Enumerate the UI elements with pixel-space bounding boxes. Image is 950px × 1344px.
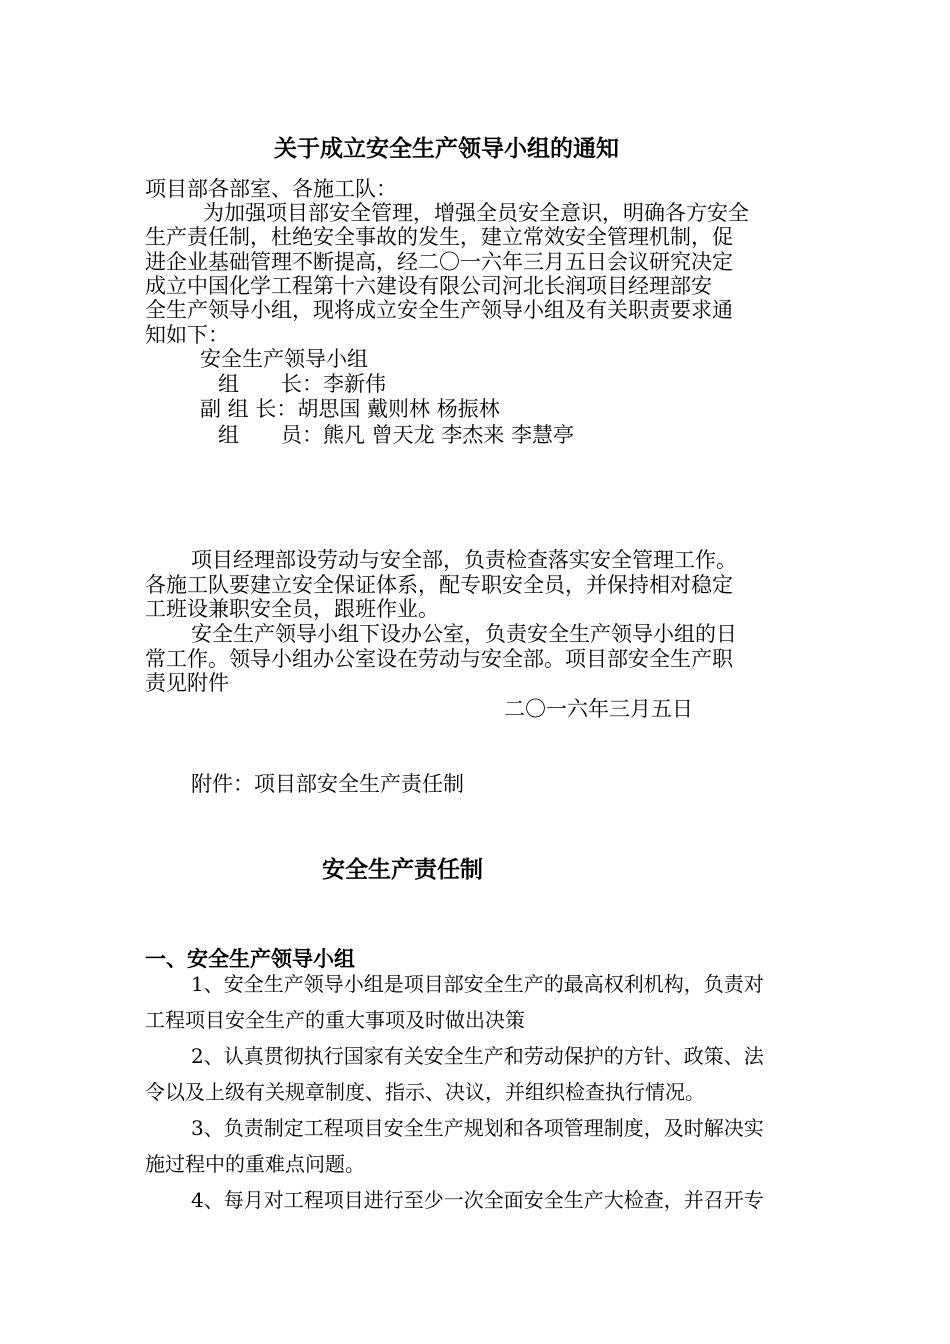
members-names: 熊凡 曾天龙 李杰来 李慧亭 <box>323 423 575 447</box>
list-item-line: 3、负责制定工程项目安全生产规划和各项管理制度，及时解决实 <box>191 1116 764 1140</box>
notice-body-line: 成立中国化学工程第十六建设有限公司河北长润项目经理部安 <box>145 274 712 298</box>
list-item-line: 施过程中的重难点问题。 <box>145 1152 365 1176</box>
list-item-line: 工程项目安全生产的重大事项及时做出决策 <box>145 1008 525 1032</box>
addressee: 项目部各部室、各施工队： <box>145 177 397 201</box>
members-row <box>218 423 574 447</box>
section-heading: 一、安全生产领导小组 <box>145 947 355 971</box>
leader-row <box>218 372 386 396</box>
paragraph-line: 安全生产领导小组下设办公室，负责安全生产领导小组的日 <box>191 622 737 646</box>
paragraph-line: 项目经理部设劳动与安全部，负责检查落实安全管理工作。 <box>191 548 737 572</box>
notice-date: 二〇一六年三月五日 <box>504 697 693 721</box>
leader-name: 李新伟 <box>323 372 386 396</box>
paragraph-line: 各施工队要建立安全保证体系，配专职安全员，并保持相对稳定 <box>145 573 733 597</box>
notice-body-line: 为加强项目部安全管理，增强全员安全意识，明确各方安全 <box>203 201 749 225</box>
deputy-names: 胡思国 戴则林 杨振林 <box>297 397 500 421</box>
paragraph-line: 责见附件 <box>145 671 229 695</box>
list-item-line: 2、认真贯彻执行国家有关安全生产和劳动保护的方针、政策、法 <box>191 1044 764 1068</box>
leader-label: 组 长： <box>218 372 323 396</box>
list-item-line: 4、每月对工程项目进行至少一次全面安全生产大检查，并召开专 <box>191 1188 764 1212</box>
list-item-line: 1、安全生产领导小组是项目部安全生产的最高权利机构，负责对 <box>191 972 764 996</box>
list-item-line: 令以及上级有关规章制度、指示、决议，并组织检查执行情况。 <box>145 1080 705 1104</box>
group-name: 安全生产领导小组 <box>200 347 368 371</box>
responsibility-title: 安全生产责任制 <box>322 857 483 883</box>
paragraph-line: 工班设兼职安全员，跟班作业。 <box>145 597 439 621</box>
attachment-note: 附件：项目部安全生产责任制 <box>191 772 464 796</box>
deputy-row <box>200 397 500 421</box>
notice-title: 关于成立安全生产领导小组的通知 <box>274 136 619 162</box>
notice-body-line: 知如下： <box>145 323 229 347</box>
notice-body-line: 全生产领导小组，现将成立安全生产领导小组及有关职责要求通 <box>145 298 733 322</box>
paragraph-line: 常工作。领导小组办公室设在劳动与安全部。项目部安全生产职 <box>145 647 733 671</box>
deputy-label: 副 组 长： <box>200 397 298 421</box>
notice-body-line: 进企业基础管理不断提高，经二〇一六年三月五日会议研究决定 <box>145 250 733 274</box>
members-label: 组 员： <box>218 423 323 447</box>
notice-body-line: 生产责任制，杜绝安全事故的发生，建立常效安全管理机制，促 <box>145 225 733 249</box>
